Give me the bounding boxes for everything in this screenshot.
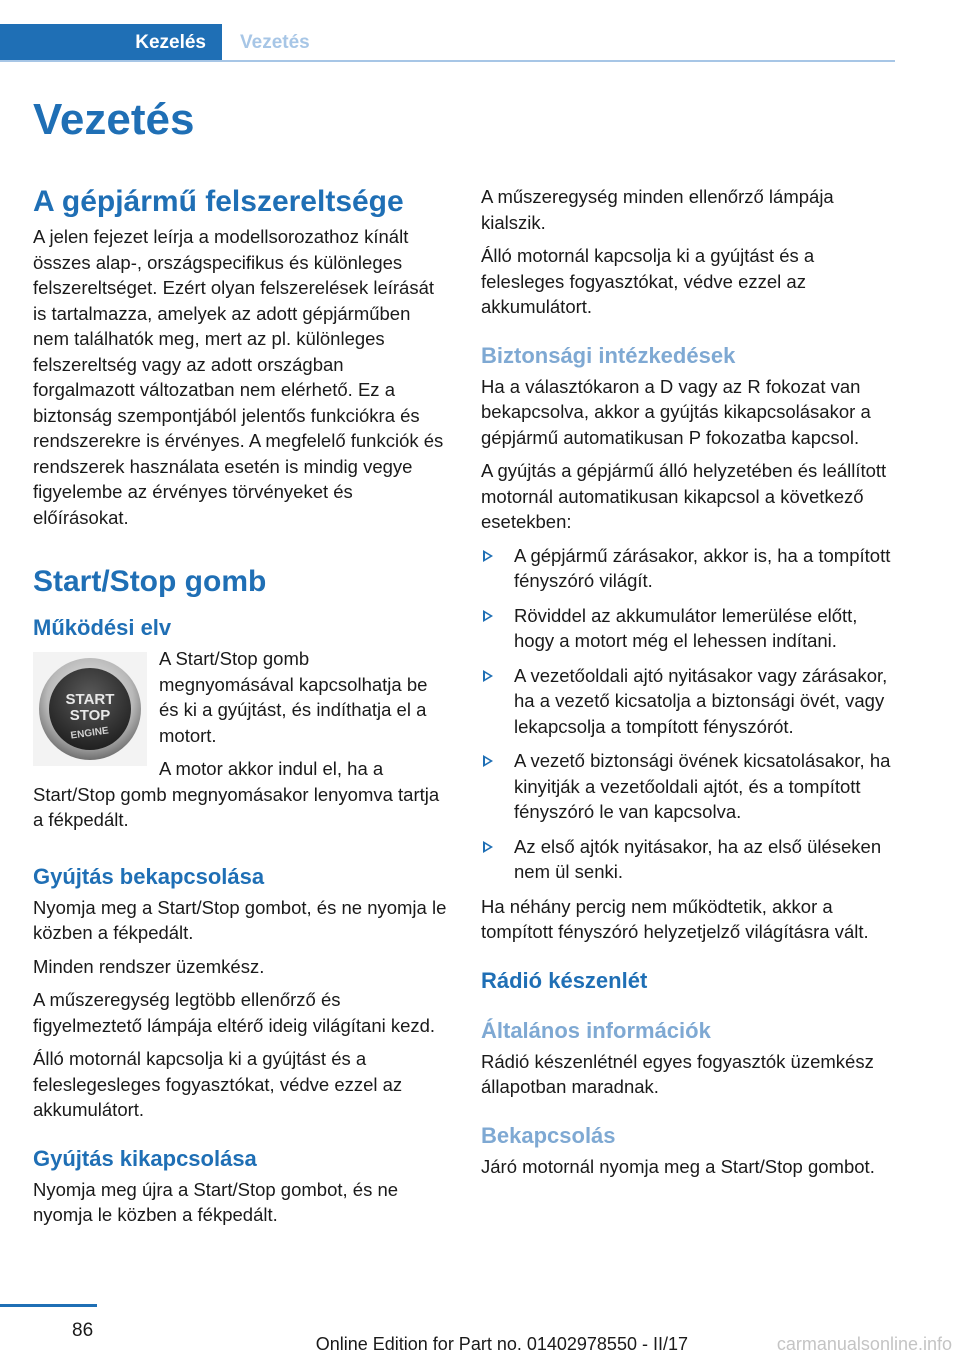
list-item-text: Az első ajtók nyitásakor, ha az első üléseken nem ül senki. — [514, 835, 882, 882]
header-tab-vezetes: Vezetés — [240, 32, 310, 53]
triangle-bullet-icon — [483, 841, 493, 853]
ignition-on-text-2: Minden rendszer üzemkész. — [33, 955, 265, 977]
button-label-engine: ENGINE — [69, 725, 110, 742]
principle-heading: Működési elv — [33, 615, 172, 640]
triangle-bullet-icon — [483, 550, 493, 562]
edition-text: Online Edition for Part no. 01402978550 - II/17 — [315, 1334, 688, 1354]
ignition-on-text-4: Álló motornál kapcsolja ki a gyújtást és a feleslegesleges fogyasztókat, védve ezzel az akkumulátort. — [33, 1048, 403, 1120]
header-tab-kezeles: Kezelés — [0, 24, 222, 62]
triangle-bullet-icon — [483, 755, 493, 767]
switch-on-heading: Bekapcsolás — [481, 1122, 616, 1148]
left-column — [33, 184, 448, 1236]
list-item — [481, 834, 896, 885]
list-item-text: Röviddel az akkumulátor lemerülése előtt, hogy a motort még el lehessen indítani. — [514, 604, 858, 651]
principle-text-1: A Start/Stop gomb megnyomásával kapcsolhatja be és ki a gyújtást, és indíthatja el a motort. — [159, 648, 428, 746]
page-number: 86 — [72, 1320, 94, 1341]
start-stop-button-icon — [37, 656, 143, 762]
watermark: carmanualsonline.info — [776, 1334, 952, 1354]
principle-block — [33, 646, 448, 841]
auto-off-list — [481, 543, 896, 885]
header-rule — [0, 60, 895, 62]
start-stop-button-image — [33, 652, 147, 766]
consumers-off-text: Álló motornál kapcsolja ki a gyújtást és a felesleges fogyasztókat, védve ezzel az akkumulátort. — [481, 245, 815, 317]
footer-rule — [0, 1304, 97, 1307]
button-label-start: START — [65, 691, 115, 708]
list-item — [481, 748, 896, 825]
list-item-text: A vezetőoldali ajtó nyitásakor vagy zárásakor, ha a vezető kicsatolja a biztonsági övét, vagy lekapcsolja a tompított fényszórót. — [514, 664, 888, 737]
list-item — [481, 543, 896, 594]
safety-text-2: A gyújtás a gépjármű álló helyzetében és leállított motornál automatikusan kikapcsol a következő esetekben: — [481, 460, 887, 532]
principle-text-2: A motor akkor indul el, ha a Start/Stop gomb megnyomásakor lenyomva tartja a fékpedált. — [33, 758, 440, 830]
triangle-bullet-icon — [483, 610, 493, 622]
ignition-on-text-3: A műszeregység legtöbb ellenőrző és figyelmeztető lámpája eltérő ideig világítani kezd. — [33, 989, 436, 1036]
list-item-text: A gépjármű zárásakor, akkor is, ha a tompított fényszóró világít. — [514, 544, 891, 591]
triangle-bullet-icon — [483, 670, 493, 682]
right-column — [481, 184, 896, 1187]
ignition-on-heading: Gyújtás bekapcsolása — [33, 863, 265, 889]
switch-on-text: Járó motornál nyomja meg a Start/Stop gombot. — [481, 1155, 875, 1177]
safety-text-1: Ha a választókaron a D vagy az R fokozat van bekapcsolva, akkor a gyújtás kikapcsolásakor a gépjármű automatikusan P fokozatba kapcsol. — [481, 375, 871, 448]
list-item — [481, 603, 896, 654]
ignition-on-text-1: Nyomja meg a Start/Stop gombot, és ne nyomja le közben a fékpedált. — [33, 896, 447, 943]
list-item-text: A vezető biztonsági övének kicsatolásakor, ha kinyitják a vezetőoldali ajtót, és a tompított fényszóró le van kapcsolva. — [514, 750, 891, 822]
equipment-heading: A gépjármű felszereltsége — [33, 185, 404, 218]
safety-text-3: Ha néhány percig nem működtetik, akkor a tompított fényszóró helyzetjelző világításra vált. — [481, 895, 869, 942]
page-title: Vezetés — [33, 95, 195, 144]
lamps-off-text: A műszeregység minden ellenőrző lámpája kialszik. — [481, 186, 834, 233]
start-stop-heading: Start/Stop gomb — [33, 565, 267, 598]
equipment-text: A jelen fejezet leírja a modellsorozathoz kínált összes alap-, országspecifikus és különleges felszereltséget. Ezért olyan felszerelések leírását is tartalmazza, amelyek az adott gépjárműben nem találhatók meg, mert az pl. különleges felszereltség vagy az adott országban forgalmazott változatban nem elérhető. Ez a biztonság szempontjából jelentős funkciókra és rendszerekre is érvényes. A megfelelő funkciók és rendszerek használata esetén is mindig vegye figyelembe az érvényes törvényeket és előírásokat. — [33, 226, 444, 528]
general-info-text: Rádió készenlétnél egyes fogyasztók üzemkész állapotban maradnak. — [481, 1050, 874, 1097]
ignition-off-text-1: Nyomja meg újra a Start/Stop gombot, és ne nyomja le közben a fékpedált. — [33, 1178, 399, 1225]
safety-heading: Biztonsági intézkedések — [481, 342, 736, 368]
general-info-heading: Általános információk — [481, 1017, 711, 1043]
ignition-off-heading: Gyújtás kikapcsolása — [33, 1145, 257, 1171]
button-label-stop: STOP — [69, 707, 111, 724]
list-item — [481, 663, 896, 740]
radio-standby-heading: Rádió készenlét — [481, 967, 648, 993]
